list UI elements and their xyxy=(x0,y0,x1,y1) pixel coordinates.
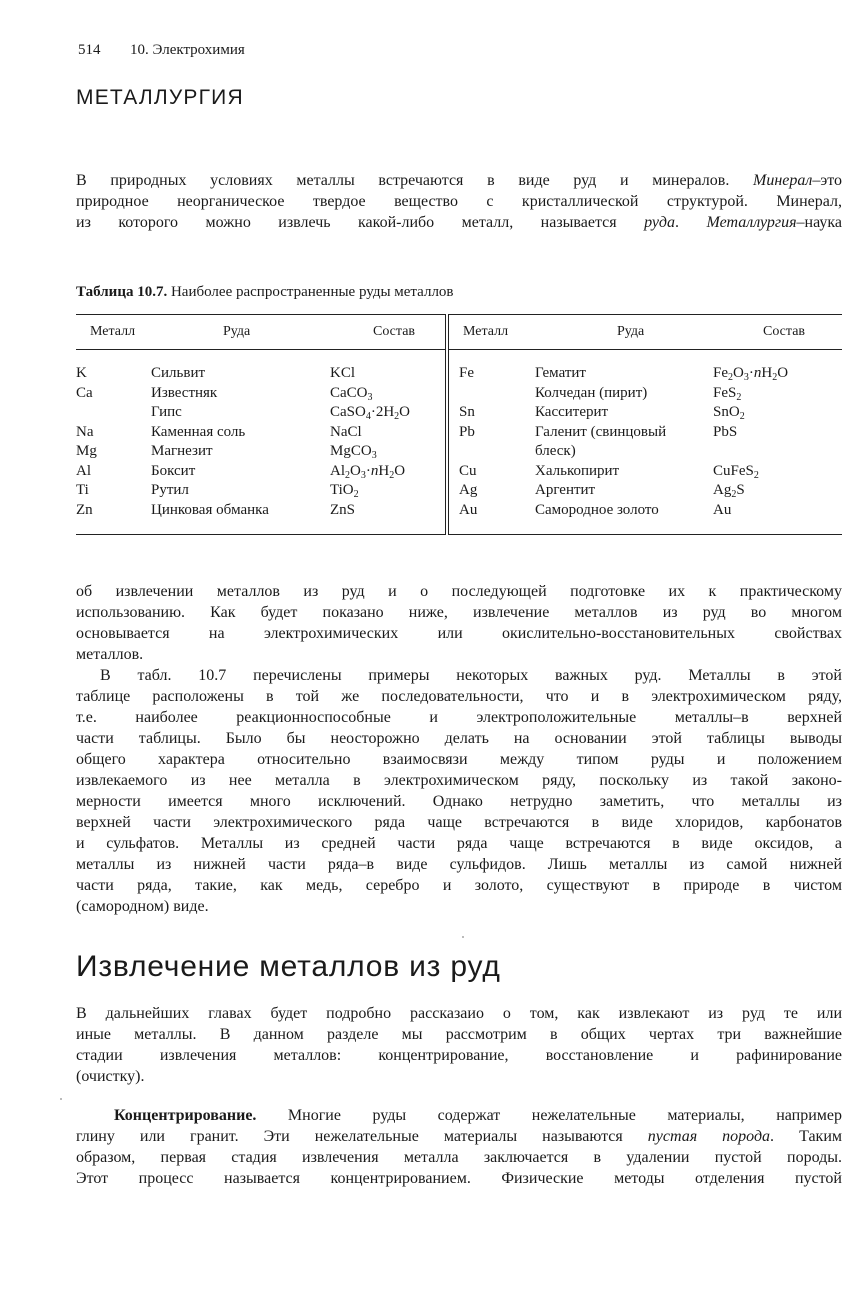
page-header xyxy=(78,42,245,59)
scan-speck xyxy=(60,1098,62,1100)
term-metallurgy: Металлургия xyxy=(706,214,797,231)
table-caption xyxy=(76,284,454,301)
section-heading: Извлечение металлов из руд xyxy=(76,950,501,983)
formula-kcl: KCl xyxy=(330,365,356,381)
header-metal: Металл xyxy=(76,315,151,350)
header-composition-2: Состав xyxy=(713,315,842,350)
body4-line-4: Этот процесс называется концентрированием. Физические методы отделения пустой xyxy=(76,1170,842,1187)
body-paragraph-1 xyxy=(76,581,842,665)
header-composition: Состав xyxy=(330,315,447,350)
formula-zns: ZnS xyxy=(330,501,356,518)
body2-line: извлекаемого из нее металла в электрохимическом ряду, поскольку из такой законо- xyxy=(76,772,842,789)
body-paragraph-4 xyxy=(76,1105,842,1189)
body2-line: части ряда, такие, как медь, серебро и золото, существуют в природе в чистом xyxy=(76,877,842,894)
scan-speck xyxy=(462,936,464,938)
body1-line: металлов. xyxy=(76,646,144,663)
body2-line: мерности имеется много исключений. Однако нетрудно заметить, что металлы из xyxy=(76,793,842,810)
body-paragraph-3 xyxy=(76,1003,842,1087)
table-row: Na Каменная соль NaCl Pb Галенит (свинцовый PbS xyxy=(76,423,842,443)
ores-table xyxy=(76,314,842,535)
body1-line: использованию. Как будет показано ниже, извлечение металлов из руд во многом xyxy=(76,604,842,621)
formula-mgco3: MgCO$_3$ xyxy=(330,443,377,461)
formula-sno2: SnO$_2$ xyxy=(713,404,745,422)
body-paragraph-2 xyxy=(76,665,842,917)
body3-line: (очистку). xyxy=(76,1068,145,1085)
term-ore: руда xyxy=(644,214,676,231)
term-mineral: Минерал xyxy=(753,172,813,189)
table-caption-label: Таблица 10.7. xyxy=(76,284,168,300)
table-row: Mg Магнезит MgCO$_3$ блеск) xyxy=(76,443,576,461)
body2-line: В табл. 10.7 перечислены примеры некоторых важных руд. Металлы в этой xyxy=(100,667,842,684)
table-header-row xyxy=(76,315,842,350)
formula-pbs: PbS xyxy=(713,423,738,440)
body2-line: (самородном) виде. xyxy=(76,898,209,915)
formula-fes2: FeS$_2$ xyxy=(713,384,742,403)
body3-line: В дальнейших главах будет подробно рассказаио о том, как извлекают из руд те или xyxy=(76,1005,842,1022)
body2-line: части таблицы. Было бы неосторожно делать на основании этой таблицы выводы xyxy=(76,730,842,747)
body2-line: общего характера относительно взаимосвязи между типом руды и положением xyxy=(76,751,842,768)
body4-line-1: Концентрирование. Многие руды содержат нежелательные материалы, например xyxy=(114,1107,842,1124)
term-concentration: Концентрирование. xyxy=(114,1107,257,1124)
intro-line-1: В природных условиях металлы встречаются в виде руд и минералов. Минерал–это xyxy=(76,172,842,189)
formula-nacl: NaCl xyxy=(330,423,362,440)
body2-line: верхней части электрохимического ряда чаще встречаются в виде хлоридов, карбонатов xyxy=(76,814,842,831)
body3-line: иные металлы. В данном разделе мы рассмотрим в общих чертах три важнейшие xyxy=(76,1026,842,1043)
table-row: Zn Цинковая обманка ZnS Au Самородное золото Au xyxy=(76,501,842,521)
term-gangue: пустая порода xyxy=(647,1128,771,1145)
formula-ag2s: $Ag_2S$ xyxy=(713,482,745,500)
body2-line: таблице расположены в той же последовательности, что и в электрохимическом ряду, xyxy=(76,688,842,705)
body2-line: и сульфатов. Металлы из средней части ряда чаще встречаются в виде оксидов, а xyxy=(76,835,842,852)
table-row: Ca Известняк CaCO$_3$ Колчедан (пирит) FeS$_2$ xyxy=(76,384,842,404)
body1-line: основывается на электрохимических или окислительно-восстановительных свойствах xyxy=(76,625,842,642)
intro-paragraph xyxy=(76,170,842,233)
formula-cufes2: CuFeS$_2$ xyxy=(713,462,759,481)
body1-line: об извлечении металлов из руд и о последующей подготовке их к практическому xyxy=(76,583,842,600)
formula-caco3: CaCO$_3$ xyxy=(330,384,373,403)
intro-line-2: природное неорганическое твердое вещество с кристаллической структурой. Минерал, xyxy=(76,193,842,210)
header-ore-2: Руда xyxy=(535,315,713,350)
formula-tio2: TiO$_2$ xyxy=(330,482,359,500)
header-metal-2: Металл xyxy=(447,315,535,350)
table-caption-text: Наиболее распространенные руды металлов xyxy=(167,284,454,300)
page-number: 514 xyxy=(78,42,101,58)
section-title: МЕТАЛЛУРГИЯ xyxy=(76,86,244,109)
table-row: Al Боксит $Al_2O_3\cdot nH_2O$ Cu Халькопирит CuFeS$_2$ xyxy=(76,462,842,482)
header-ore: Руда xyxy=(151,315,330,350)
body3-line: стадии извлечения металлов: концентрирование, восстановление и рафинирование xyxy=(76,1047,842,1064)
body2-line: т.е. наиболее реакционноспособные и электроположительные металлы–в верхней xyxy=(76,709,842,726)
table-row: Ti Рутил TiO$_2$ Ag Аргентит $Ag_2S$ xyxy=(76,481,842,501)
intro-line-3: из которого можно извлечь какой-либо металл, называется руда. Металлургия–наука xyxy=(76,214,843,231)
formula-al2o3: $Al_2O_3\cdot nH_2O$ xyxy=(330,462,406,481)
body4-line-2: глину или гранит. Эти нежелательные материалы называются пустая порода. Таким xyxy=(76,1128,842,1145)
body4-line-3: образом, первая стадия извлечения металла заключается в удалении пустой породы. xyxy=(76,1149,842,1166)
formula-fe2o3: $Fe_2O_3\cdot nH_2O$ xyxy=(713,365,789,383)
body2-line: металлы из нижней части ряда–в виде сульфидов. Лишь металлы из самой нижней xyxy=(76,856,842,873)
table-row: K Сильвит KCl Fe Гематит $Fe_2O_3\cdot nH_2O$ xyxy=(76,364,842,384)
formula-caso4: $CaSO_4\cdot 2H_2O$ xyxy=(330,404,411,422)
formula-au: Au xyxy=(713,501,732,518)
chapter-title: 10. Электрохимия xyxy=(130,42,245,58)
table-row: Гипс $CaSO_4\cdot 2H_2O$ Sn Касситерит SnO$_2$ xyxy=(76,403,842,423)
